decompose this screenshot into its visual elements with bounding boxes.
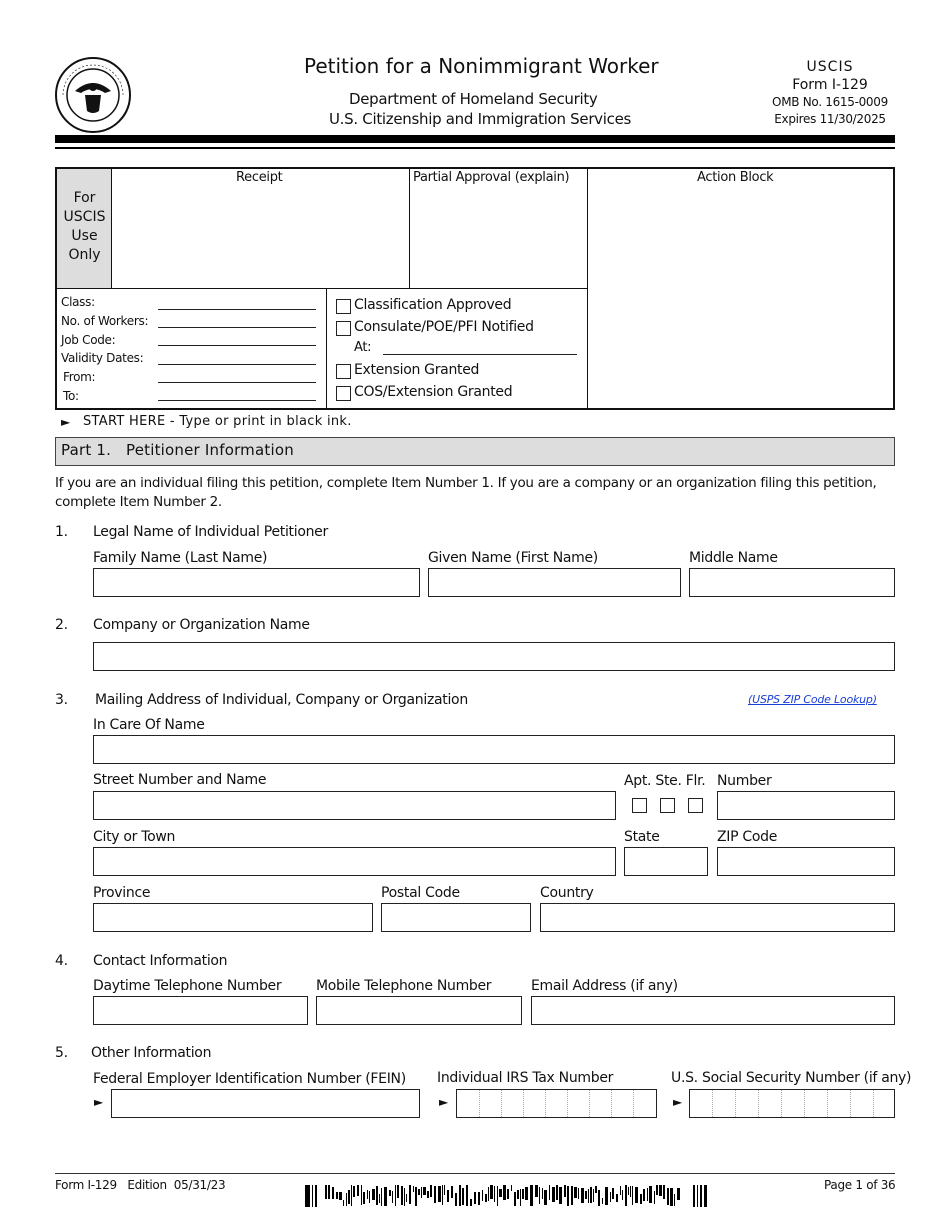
email-label: Email Address (if any) [531,978,678,994]
partial-approval-label: Partial Approval (explain) [413,170,570,185]
province-label: Province [93,885,151,901]
ssn-label: U.S. Social Security Number (if any) [671,1070,912,1086]
workers-line [158,327,316,328]
expiration-date: Expires 11/30/2025 [774,112,886,126]
action-block-label: Action Block [697,170,774,185]
form-edition: Form I-129 Edition 05/31/23 [55,1178,226,1192]
daytime-phone-label: Daytime Telephone Number [93,978,282,994]
part1-title: Part 1. Petitioner Information [61,441,294,459]
department-name: Department of Homeland Security [349,90,598,108]
validity-label: Validity Dates: [61,351,144,365]
dhs-seal-icon [55,57,131,133]
in-care-of-input[interactable] [93,735,895,764]
item3-number: 3. [55,692,68,708]
city-input[interactable] [93,847,616,876]
uscis-label: USCIS [806,59,854,75]
header-rule-thick [55,135,895,143]
classification-approved-label: Classification Approved [354,297,512,313]
to-line [158,400,316,401]
unit-number-input[interactable] [717,791,895,820]
form-id-block [760,58,900,128]
consulate-notified-checkbox[interactable] [336,321,351,336]
item2-label: Company or Organization Name [93,617,310,633]
part1-intro-line2: complete Item Number 2. [55,494,222,510]
zip-code-label: ZIP Code [717,829,778,845]
at-label: At: [354,340,372,355]
postal-code-label: Postal Code [381,885,460,901]
class-label: Class: [61,295,95,309]
item1-label: Legal Name of Individual Petitioner [93,524,328,540]
country-label: Country [540,885,594,901]
postal-code-input[interactable] [381,903,531,932]
consulate-notified-label: Consulate/POE/PFI Notified [354,319,534,335]
street-label: Street Number and Name [93,772,267,788]
given-name-label: Given Name (First Name) [428,550,598,566]
to-label: To: [63,389,79,403]
job-code-label: Job Code: [61,333,116,347]
item3-label: Mailing Address of Individual, Company or Organization [95,692,468,708]
for-uscis-label: For USCIS Use Only [63,190,106,263]
page-number: Page 1 of 36 [824,1178,896,1192]
usps-zip-lookup-link[interactable]: (USPS ZIP Code Lookup) [748,693,877,706]
flr-checkbox[interactable] [688,798,703,813]
item4-number: 4. [55,953,68,969]
irs-tax-input[interactable] [456,1089,657,1118]
form-number: Form I-129 [792,77,868,93]
irs-arrow-icon: ► [439,1095,449,1109]
classification-approved-checkbox[interactable] [336,299,351,314]
fein-label: Federal Employer Identification Number (FEIN) [93,1071,406,1087]
fein-input[interactable] [111,1089,420,1118]
start-arrow-icon: ► [61,415,71,429]
item4-label: Contact Information [93,953,228,969]
company-name-input[interactable] [93,642,895,671]
city-label: City or Town [93,829,176,845]
in-care-of-label: In Care Of Name [93,717,205,733]
item5-label: Other Information [91,1045,212,1061]
apt-checkbox[interactable] [632,798,647,813]
workers-label: No. of Workers: [61,314,149,328]
form-title: Petition for a Nonimmigrant Worker [304,54,659,78]
country-input[interactable] [540,903,895,932]
mobile-phone-label: Mobile Telephone Number [316,978,492,994]
validity-line [158,364,316,365]
email-input[interactable] [531,996,895,1025]
apt-ste-flr-label: Apt. Ste. Flr. [624,773,706,789]
family-name-label: Family Name (Last Name) [93,550,268,566]
daytime-phone-input[interactable] [93,996,308,1025]
cos-extension-granted-checkbox[interactable] [336,386,351,401]
ssn-input[interactable] [689,1089,895,1118]
irs-tax-label: Individual IRS Tax Number [437,1070,614,1086]
start-here-instruction: START HERE - Type or print in black ink. [83,414,352,429]
class-line [158,309,316,310]
ssn-arrow-icon: ► [673,1095,683,1109]
fein-arrow-icon: ► [94,1095,104,1109]
barcode-icon [305,1185,713,1207]
dhs-seal [55,57,131,133]
footer-rule [55,1173,895,1174]
middle-name-input[interactable] [689,568,895,597]
item2-number: 2. [55,617,68,633]
header-rule-thin [55,147,895,149]
given-name-input[interactable] [428,568,681,597]
agency-name: U.S. Citizenship and Immigration Services [329,110,632,128]
part1-intro-line1: If you are an individual filing this petition, complete Item Number 1. If you are a company or an organization filing this petition, [55,475,877,491]
middle-name-label: Middle Name [689,550,778,566]
item5-number: 5. [55,1045,68,1061]
cos-extension-granted-label: COS/Extension Granted [354,384,513,400]
ste-checkbox[interactable] [660,798,675,813]
family-name-input[interactable] [93,568,420,597]
job-code-line [158,345,316,346]
item1-number: 1. [55,524,68,540]
mobile-phone-input[interactable] [316,996,522,1025]
at-line [383,354,577,355]
extension-granted-label: Extension Granted [354,362,480,378]
unit-number-label: Number [717,773,772,789]
zip-code-input[interactable] [717,847,895,876]
omb-number: OMB No. 1615-0009 [772,95,888,109]
street-input[interactable] [93,791,616,820]
province-input[interactable] [93,903,373,932]
state-label: State [624,829,660,845]
extension-granted-checkbox[interactable] [336,364,351,379]
receipt-label: Receipt [236,170,283,185]
from-line [158,382,316,383]
barcode [305,1185,713,1207]
state-select[interactable] [624,847,708,876]
from-label: From: [63,370,96,384]
